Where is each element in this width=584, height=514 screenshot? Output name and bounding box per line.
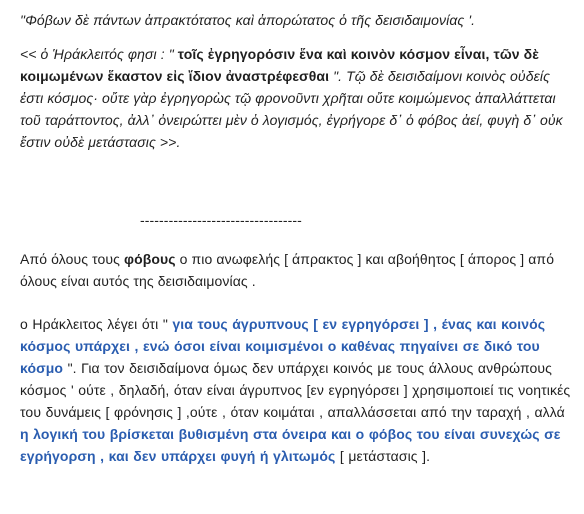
translation-2-intro: ο Ηράκλειτος λέγει ότι " — [20, 316, 173, 332]
highlighted-fragment-translation: για τους άγρυπνους [ εν εγρηγόρσει ] , ένας και κοινός κόσμος υπάρχει , ενώ όσοι είναι κοιμισμένοι ο καθένας πηγαίνει σε δικό του κόσμο — [20, 316, 546, 376]
plutarch-commentary: ". Τῷ δὲ δεισιδαίμονι κοινὸς οὐδείς ἐστι κόσμος· οὔτε γὰρ ἐγρηγορὼς τῷ φρονοῦντι χρῆται οὔτε κοιμώμενος ἀπαλλάττεται τοῦ ταράττοντος, ἀλλ᾽ ὀνειρώττει μὲν ὁ λογισμός, ἐγρήγορε δ᾽ ὁ φόβος ἀεί, φυγὴ δ᾽ οὐκ ἔστιν οὐδὲ μετάστασις >>. — [20, 68, 563, 150]
translation-2-middle: ". Για τον δεισιδαίμονα όμως δεν υπάρχει κοινός με τους άλλους ανθρώπους κόσμος ' ούτε , δηλαδή, όταν είναι άγρυπνος [εν εγρηγόρσει ] χρησιμοποιεί τις νοητικές του δυνάμεις [ φρόνησις ] ,ούτε , όταν κοιμάται , απαλλάσσεται από την ταραχή , αλλά — [20, 360, 571, 420]
heraclitus-fragment: τοῖς ἐγρηγορόσιν ἕνα καὶ κοινὸν κόσμον εἶναι, τῶν δὲ κοιμωμένων ἕκαστον εἰς ἴδιον ἀναστρέφεσθαι — [20, 46, 539, 84]
translation-1-rest: ο πιο ανωφελής [ άπρακτος ] και αβοήθητος [ άπορος ] από όλους είναι αυτός της δεισιδαιμονίας . — [20, 251, 555, 289]
quote-intro: ὁ Ἡράκλειτός φησι : " — [40, 46, 178, 62]
translation-paragraph-1 — [20, 248, 576, 292]
translation-2-end: [ μετάστασις ]. — [335, 448, 431, 464]
quote-open-marks: << — [20, 46, 41, 62]
section-divider: ---------------------------------- — [140, 212, 302, 228]
greek-original-sentence — [20, 9, 576, 31]
highlighted-logic-fear: η λογική του βρίσκεται βυθισμένη στα όνειρα και ο φόβος του είναι συνεχώς σε εγρήγορση , και δεν υπάρχει φυγή ή γλιτωμός — [20, 426, 561, 464]
greek-heraclitus-quote-paragraph — [20, 43, 576, 153]
keyword-fovous: φόβους — [123, 251, 176, 267]
translation-paragraph-2 — [20, 313, 576, 467]
greek-original-text: "Φόβων δὲ πάντων ἀπρακτότατος καὶ ἀπορώτατος ὁ τῆς δεισιδαιμονίας '. — [20, 12, 476, 28]
translation-1-start: Από όλους τους — [20, 251, 124, 267]
